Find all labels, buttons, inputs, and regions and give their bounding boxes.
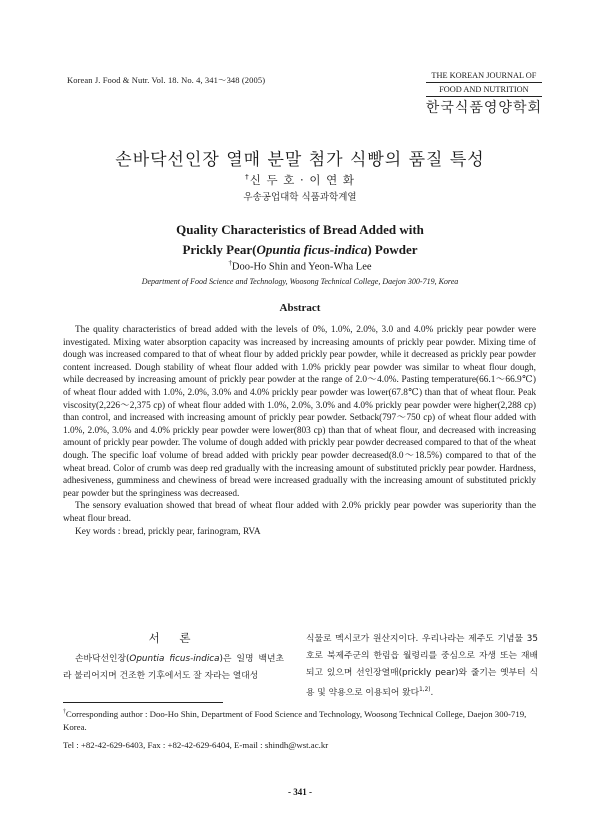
footnote-author xyxy=(63,706,537,734)
section-title-introduction: 서 론 xyxy=(148,631,199,645)
abstract-body xyxy=(63,324,536,538)
footnote xyxy=(63,706,537,752)
intro-paragraph xyxy=(63,651,284,685)
masthead-divider xyxy=(426,96,542,97)
title-english-line1: Quality Characteristics of Bread Added with xyxy=(176,222,424,237)
intro-text-prefix: 손바닥선인장( xyxy=(75,654,130,664)
corresponding-mark: † xyxy=(245,172,250,182)
journal-name-line2: FOOD AND NUTRITION xyxy=(439,85,529,94)
keywords: Key words : bread, prickly pear, farinogram, RVA xyxy=(75,526,261,537)
title-english-prefix: Prickly Pear( xyxy=(182,242,257,257)
abstract-paragraph-1: The quality characteristics of bread added with the levels of 0%, 1.0%, 2.0%, 3.0 and 4.0% prickly pear powder were investigated. Mixing water absorption capacity was increased by increasing amounts of prickly pear powder. Mixing time of dough was increased compared to that of wheat flour by added prickly pear powder, while it decreased as prickly pear powder content increased. Dough stability of wheat flour added with 1.0% prickly pear powder was similar to wheat flour dough, while decreased by increasing amount of prickly pear powder at the range of 2.0～4.0%. Pasting temperature(66.1～66.9℃) of wheat flour added with 1.0%, 2.0%, 3.0% and 4.0% prickly pear powder was lower(67.8℃) than that of wheat flour. Peak viscosity(2,226～2,375 cp) of wheat flour added with 1.0%, 2.0%, 3.0% and 4.0% prickly pear powder were higher(2,288 cp) than control, and increased with increasing amount of prickly pear powder. Setback(797～750 cp) of wheat flour added with 1.0%, 2.0%, 3.0% and 4.0% prickly pear powder were lower(803 cp) than that of wheat flour, and decreased with increasing amount of prickly pear powder. The volume of dough added with prickly pear powder decreased compared to that of the wheat dough. The specific loaf volume of bread added with prickly pear powder decreased(8.0～18.5%) compared to that of the wheat bread. Color of crumb was deep red gradually with the increasing amount of substituted prickly pear powder. Hardness, adhesiveness, gumminess and chewiness of bread were increased gradually with the increasing amount of substituted prickly pear powder but the springiness was decreased. xyxy=(63,325,536,499)
citation-line: Korean J. Food & Nutr. Vol. 18. No. 4, 341～348 (2005) xyxy=(67,75,266,85)
authors-english-text: Doo-Ho Shin and Yeon-Wha Lee xyxy=(231,261,372,273)
footnote-contact: Tel : +82-42-629-6403, Fax : +82-42-629-6404, E-mail : shindh@wst.ac.kr xyxy=(63,739,329,750)
intro-continued: 식물로 멕시코가 원산지이다. 우리나라는 제주도 기념물 35호로 북제주군의 한림읍 월령리를 중심으로 자생 또는 재배되고 있으며 선인장열매(prickly pear)와 줄기는 옛부터 식용 및 약용으로 이용되어 왔다$^{1,2)}$. xyxy=(306,634,538,698)
intro-species: Opuntia ficus-indica xyxy=(129,654,220,664)
masthead-divider xyxy=(426,82,542,83)
intro-left-column xyxy=(63,630,284,685)
journal-name-line1: THE KOREAN JOURNAL OF xyxy=(431,71,537,80)
title-english-suffix: ) Powder xyxy=(367,242,418,257)
title-korean: 손바닥선인장 열매 분말 첨가 식빵의 품질 특성 xyxy=(115,150,485,170)
authors-korean-text: 신 두 호 · 이 연 화 xyxy=(249,173,355,187)
authors-english xyxy=(0,260,600,273)
journal-name-korean: 한국식품영양학회 xyxy=(425,100,542,116)
abstract-paragraph-2: The sensory evaluation showed that bread of wheat flour added with 2.0% prickly pear powder was superiority than the wheat flour bread. xyxy=(63,501,536,524)
footnote-divider xyxy=(63,702,223,703)
title-english-line2 xyxy=(0,240,600,260)
journal-masthead xyxy=(426,71,542,117)
corresponding-mark: † xyxy=(228,260,232,267)
authors-korean xyxy=(0,172,600,188)
intro-right-text: 식물로 멕시코가 원산지이다. 우리나라는 제주도 기념물 35호로 북제주군의 한림읍 월령리를 중심으로 자생 또는 재배되고 있으며 선인장열매(prickly pear)와 줄기는 옛부터 식용 및 약용으로 이용되어 왔다 xyxy=(306,634,538,698)
page-number: - 341 - xyxy=(288,787,312,797)
title-english-species: Opuntia ficus-indica xyxy=(256,242,368,257)
department-english: Department of Food Science and Technology, Woosong Technical College, Daejon 300-719, Korea xyxy=(141,277,459,286)
abstract-heading: Abstract xyxy=(279,302,321,314)
intro-text-suffix: )은 일명 백년초라 불리어지며 건조한 기후에서도 잘 자라는 열대성 xyxy=(63,654,285,681)
corresponding-mark: † xyxy=(63,709,66,715)
title-english xyxy=(0,220,600,260)
footnote-author-text: Corresponding author : Doo-Ho Shin, Department of Food Science and Technology, Woosong Technical College, Daejon 300-719, Korea. xyxy=(63,708,527,732)
affiliation-korean: 우송공업대학 식품과학계열 xyxy=(243,192,357,203)
intro-right-column xyxy=(306,631,538,702)
reference-marker: 1,2) xyxy=(419,687,431,693)
